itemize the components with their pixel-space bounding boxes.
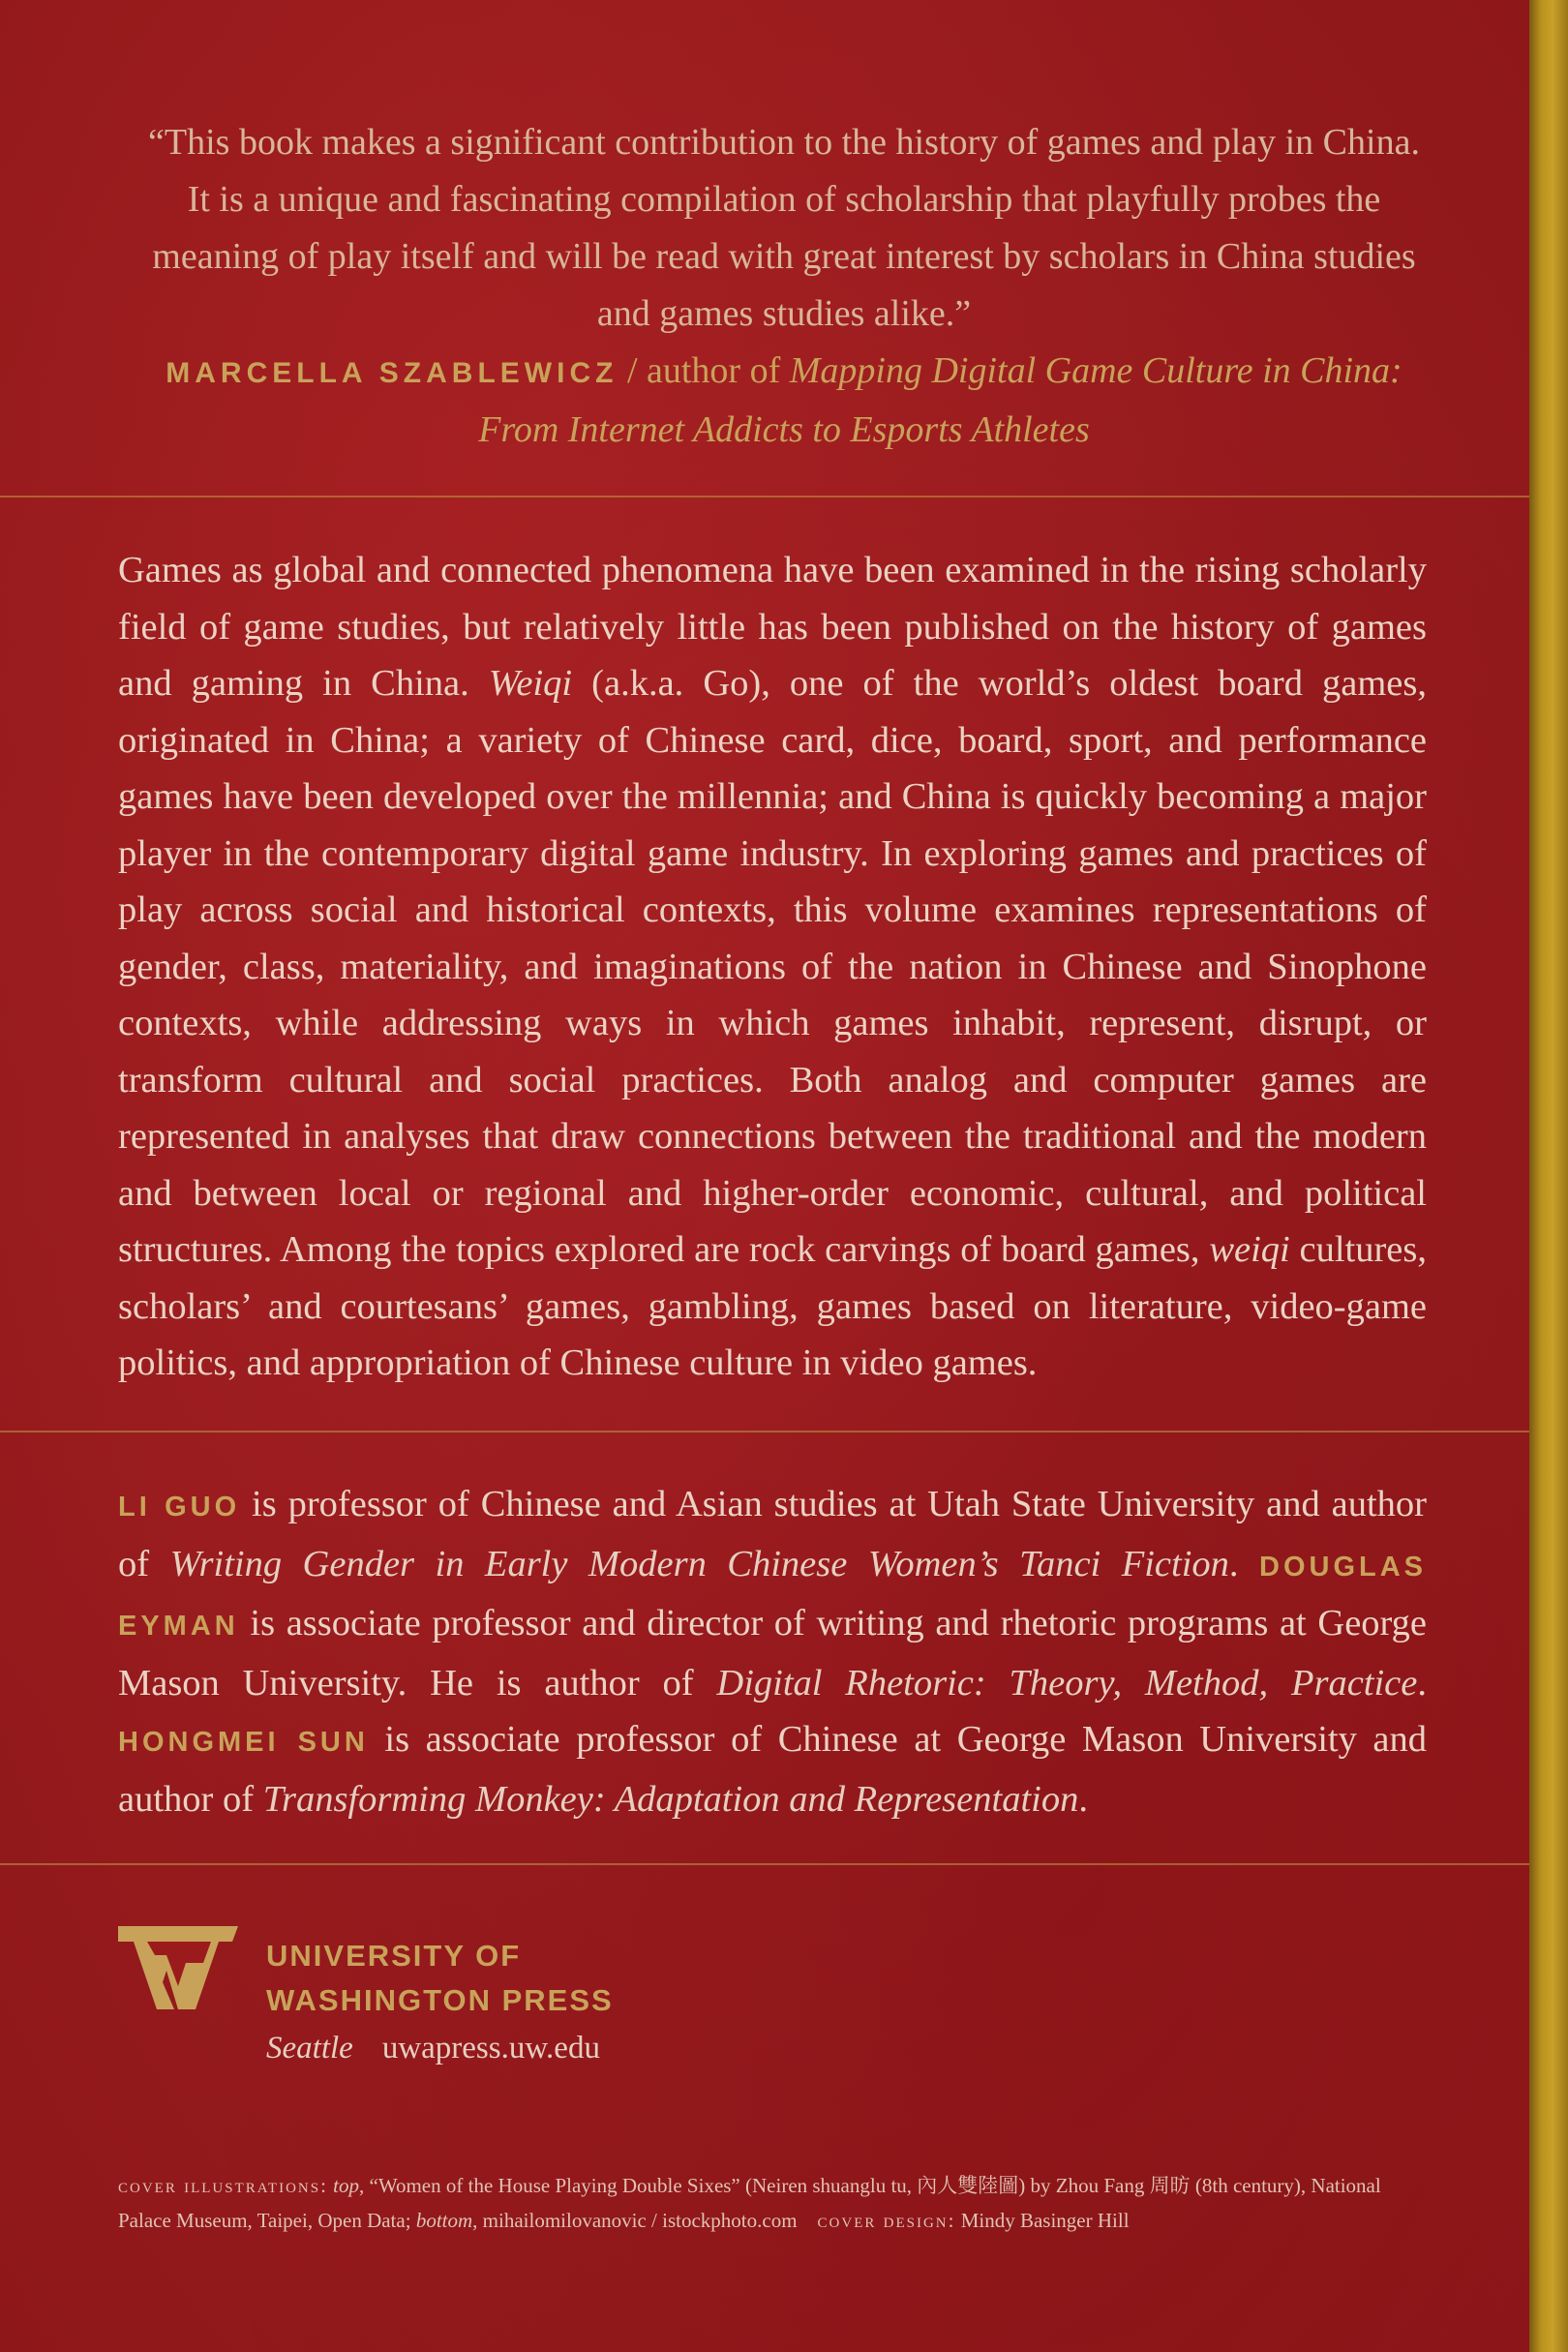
author-name-douglas-eyman: DOUGLAS EYMAN	[118, 1551, 1428, 1642]
description-text-3: cultures, scholars’ and courtesans’ games, gambling, games based on literature, video-game politics, and appropriation of Chinese culture in video games.	[118, 1229, 1427, 1383]
description-text-1: Games as global and connected phenomena have been examined in the rising scholarly field of game studies, but relatively little has been published on the history of games and gaming in China.	[118, 550, 1427, 704]
cover-credits	[118, 2168, 1427, 2238]
quote-attribution-book-title: Mapping Digital Game Culture in China: From Internet Addicts to Esports Athletes	[478, 350, 1402, 450]
description-text-2: (a.k.a. Go), one of the world’s oldest board games, originated in China; a variety of Chinese card, dice, board, sport, and performance games have been developed over the millennia; and China is quickly becoming a major player in the contemporary digital game industry. In exploring games and practices of play across social and historical contexts, this volume examines representations of gender, class, materiality, and imaginations of the nation in Chinese and Sinophone contexts, while addressing ways in which games inhabit, represent, disrupt, or transform cultural and social practices. Both analog and computer games are represented in analyses that draw connections between the traditional and the modern and between local or regional and higher-order economic, cultural, and political structures. Among the topics explored are rock carvings of board games,	[118, 663, 1428, 1270]
author-bios	[118, 1476, 1427, 1827]
book-description	[118, 542, 1427, 1392]
publisher-line-2: WASHINGTON PRESS	[266, 1983, 614, 2017]
publisher-name	[266, 1934, 614, 2023]
divider	[0, 1863, 1529, 1865]
credits-label-illustrations: cover illustrations:	[118, 2174, 328, 2197]
description-weiqi-2: weiqi	[1209, 1229, 1290, 1270]
bio-book-3: Transforming Monkey: Adaptation and Representation	[262, 1778, 1079, 1820]
publisher-city: Seattle	[266, 2031, 353, 2066]
description-weiqi-1: Weiqi	[488, 663, 573, 704]
bio-book-2: Digital Rhetoric: Theory, Method, Practice	[716, 1662, 1418, 1704]
credits-top-label: top	[333, 2174, 360, 2197]
spine-edge	[1529, 0, 1568, 2352]
endorsement-quote	[145, 114, 1423, 459]
bio-text-3: is associate professor of Chinese at George Mason University and author of	[118, 1719, 1428, 1820]
bio-text-2: is associate professor and director of writing and rhetoric programs at George Mason University. He is author of	[118, 1603, 1427, 1704]
bio-end: .	[1078, 1778, 1088, 1820]
quote-text: “This book makes a significant contribution to the history of games and play in China. It is a unique and fascinating compilation of scholarship that playfully probes the meaning of play itself and will be read with great interest by scholars in China studies and games studies alike.”	[148, 122, 1420, 334]
publisher-url: uwapress.uw.edu	[381, 2031, 600, 2066]
credits-text-2: , mihailomilovanovic / istockphoto.com	[472, 2209, 798, 2232]
bio-sep-2: .	[1417, 1662, 1427, 1704]
quote-attribution-role: / author of	[618, 350, 790, 391]
divider	[0, 1431, 1529, 1432]
bio-sep-1: .	[1228, 1543, 1260, 1584]
credits-designer: Mindy Basinger Hill	[955, 2209, 1130, 2232]
publisher-location	[266, 2031, 600, 2066]
author-name-hongmei-sun: HONGMEI SUN	[118, 1727, 369, 1758]
author-name-li-guo: LI GUO	[118, 1492, 241, 1523]
credits-bottom-label: bottom	[415, 2209, 473, 2232]
credits-text-1: , “Women of the House Playing Double Sixes” (Neiren shuanglu tu, 內人雙陸圖) by Zhou Fang 周昉 (8th century), National Palace Museum, Taipei, Open Data;	[118, 2174, 1381, 2232]
bio-text-1: is professor of Chinese and Asian studies at Utah State University and author of	[118, 1484, 1427, 1584]
publisher-line-1: UNIVERSITY OF	[266, 1939, 522, 1973]
credits-label-design: cover design:	[817, 2209, 956, 2232]
bio-book-1: Writing Gender in Early Modern Chinese Women’s Tanci Fiction	[169, 1543, 1229, 1584]
uw-press-w-logo-icon	[118, 1926, 238, 2013]
divider	[0, 496, 1529, 498]
quote-attribution-name: MARCELLA SZABLEWICZ	[166, 357, 618, 389]
